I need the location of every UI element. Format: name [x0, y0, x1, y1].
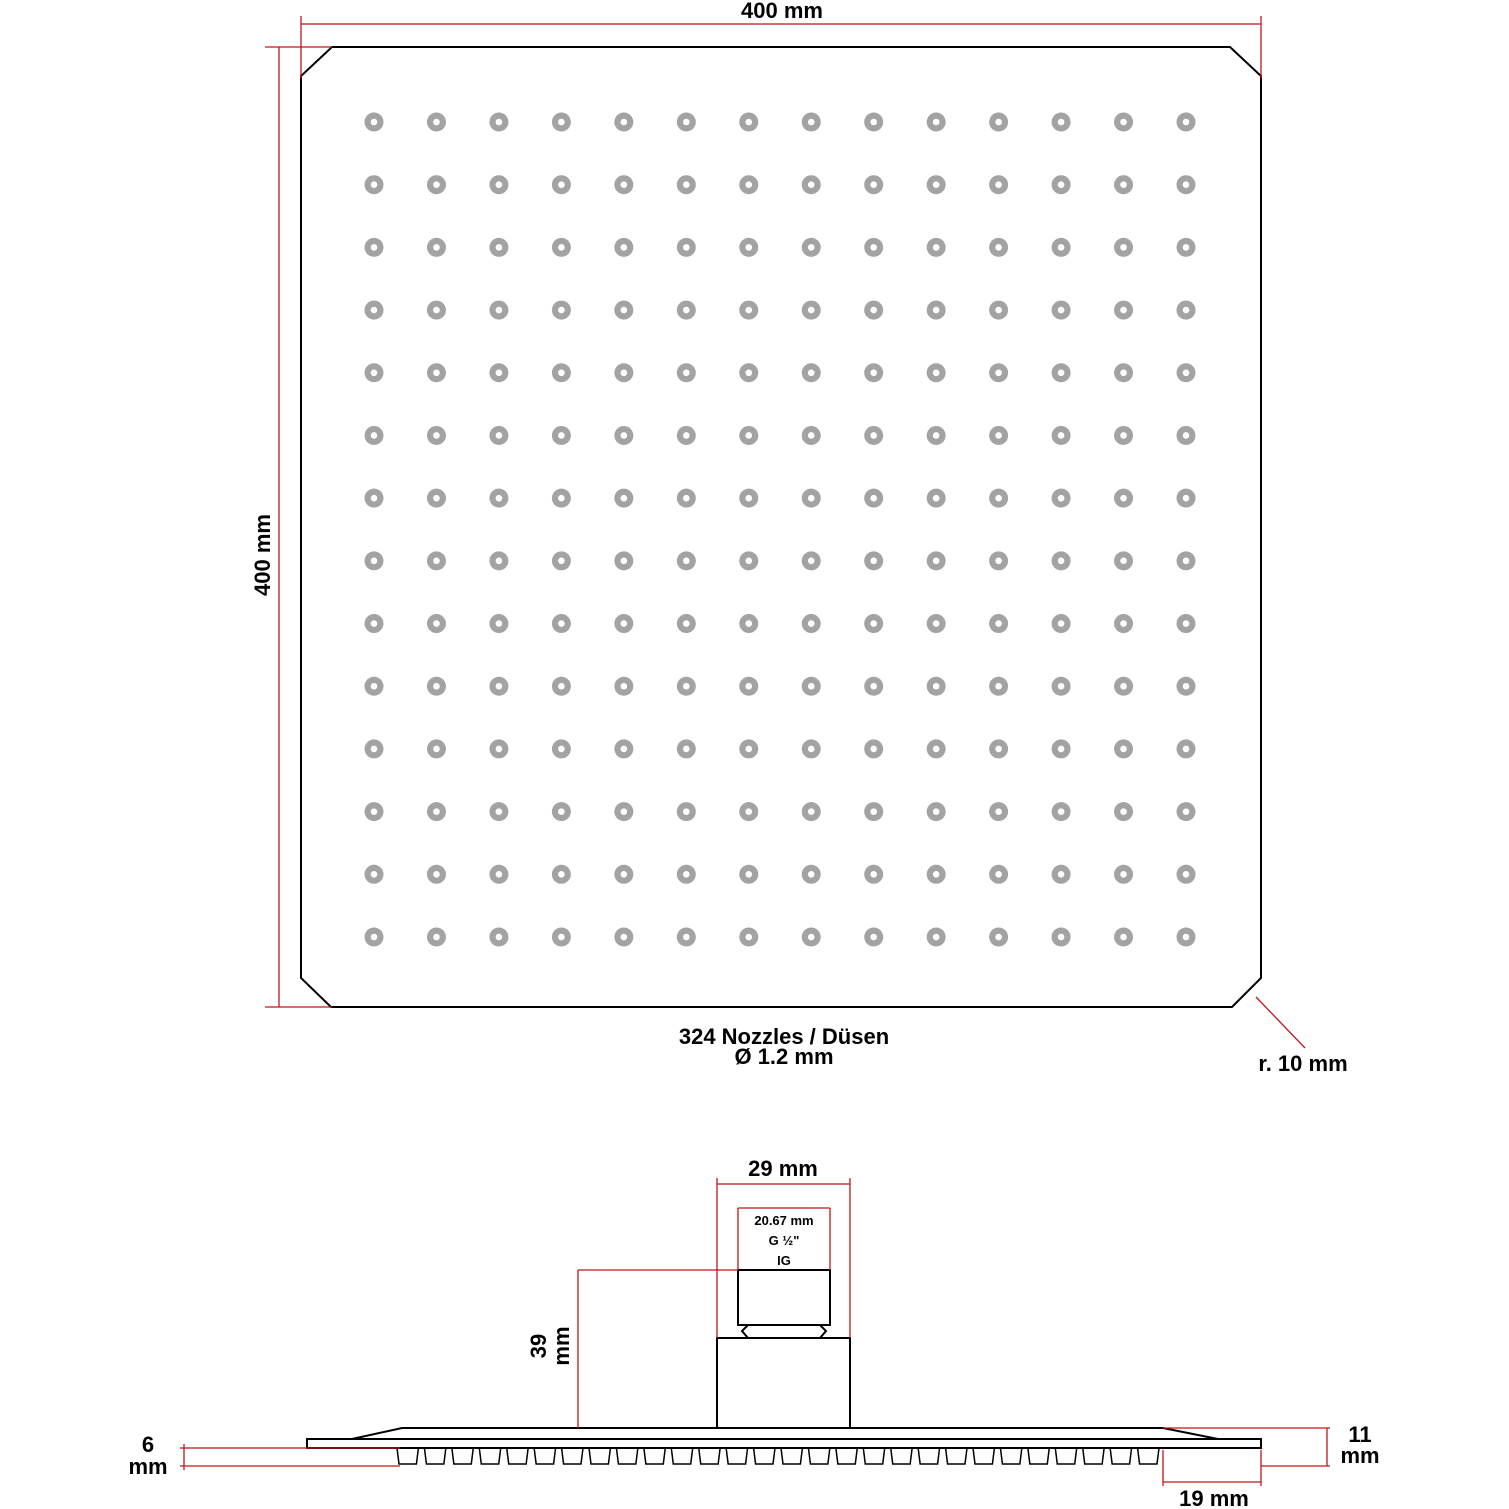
- nozzle-hole: [933, 495, 940, 502]
- nozzle-hole: [870, 808, 877, 815]
- nozzle-hole: [1058, 181, 1065, 188]
- arm-height-dimension: [526, 1270, 738, 1428]
- thread-connector: [738, 1270, 830, 1325]
- nozzle-hole: [745, 746, 752, 753]
- nozzle-hole: [621, 558, 628, 565]
- nozzle-hole: [808, 746, 815, 753]
- nozzle-hole: [808, 307, 815, 314]
- nozzle-hole: [808, 620, 815, 627]
- nozzle-hole: [995, 746, 1002, 753]
- nozzle-hole: [808, 432, 815, 439]
- nozzle-hole: [1120, 934, 1127, 941]
- side-nozzle-tooth: [1138, 1448, 1159, 1464]
- nozzle-hole: [1058, 244, 1065, 251]
- side-nozzle-tooth: [1000, 1448, 1021, 1464]
- nozzle-hole: [433, 934, 440, 941]
- nozzle-hole: [371, 432, 378, 439]
- nozzle-hole: [1183, 934, 1190, 941]
- side-nozzle-tooth: [589, 1448, 610, 1464]
- side-nozzle-tooth: [891, 1448, 912, 1464]
- nozzle-hole: [808, 244, 815, 251]
- nozzle-hole: [558, 871, 565, 878]
- nozzle-hole: [683, 871, 690, 878]
- nozzle-hole: [371, 620, 378, 627]
- total-thickness-unit: mm: [1340, 1443, 1380, 1468]
- nozzle-hole: [870, 495, 877, 502]
- nozzle-hole: [745, 181, 752, 188]
- side-nozzle-tooth: [836, 1448, 857, 1464]
- arm-block: [717, 1338, 850, 1428]
- side-nozzle-tooth: [754, 1448, 775, 1464]
- nozzle-hole: [745, 934, 752, 941]
- nozzle-hole: [371, 683, 378, 690]
- nozzle-hole: [683, 683, 690, 690]
- nozzle-hole: [683, 808, 690, 815]
- nozzle-hole: [433, 746, 440, 753]
- nozzle-hole: [558, 432, 565, 439]
- nozzle-hole: [808, 683, 815, 690]
- thread-size-label: 20.67 mm: [754, 1213, 814, 1228]
- nozzle-hole: [433, 683, 440, 690]
- nozzle-hole: [683, 934, 690, 941]
- nozzle-hole: [745, 808, 752, 815]
- width-dimension: [301, 0, 1261, 78]
- arm-height-value: 39: [526, 1333, 551, 1359]
- side-nozzle-tooth: [644, 1448, 665, 1464]
- nozzle-hole: [933, 871, 940, 878]
- nozzle-hole: [496, 181, 503, 188]
- nozzle-hole: [621, 307, 628, 314]
- plate-thickness-value: 6: [141, 1432, 155, 1457]
- nozzle-hole: [1183, 181, 1190, 188]
- total-thickness-value: 11: [1348, 1422, 1372, 1447]
- side-nozzle-tooth: [534, 1448, 555, 1464]
- nozzle-hole: [496, 495, 503, 502]
- nozzle-hole: [683, 119, 690, 126]
- nozzle-hole: [995, 934, 1002, 941]
- nozzle-hole: [1058, 558, 1065, 565]
- nozzle-hole: [433, 244, 440, 251]
- nozzle-hole: [433, 119, 440, 126]
- nozzle-hole: [621, 119, 628, 126]
- nozzle-hole: [995, 432, 1002, 439]
- nozzle-hole: [933, 181, 940, 188]
- nozzle-hole: [496, 746, 503, 753]
- side-nozzle-tooth: [973, 1448, 994, 1464]
- nozzle-hole: [745, 119, 752, 126]
- nozzle-hole: [1058, 432, 1065, 439]
- nozzle-hole: [745, 683, 752, 690]
- nozzle-hole: [1058, 746, 1065, 753]
- nozzle-hole: [1120, 620, 1127, 627]
- nozzle-hole: [1183, 746, 1190, 753]
- nozzle-hole: [995, 871, 1002, 878]
- nozzle-hole: [558, 620, 565, 627]
- nozzle-hole: [995, 307, 1002, 314]
- nozzle-hole: [1120, 181, 1127, 188]
- connector-width-label: 29 mm: [748, 1156, 818, 1181]
- thread-type-label: G ½": [768, 1233, 800, 1248]
- nozzle-hole: [433, 558, 440, 565]
- nozzle-hole: [1183, 620, 1190, 627]
- nozzle-hole: [1183, 119, 1190, 126]
- nozzle-hole: [558, 683, 565, 690]
- side-nozzle-tooth: [781, 1448, 802, 1464]
- nozzle-hole: [558, 244, 565, 251]
- thread-gender-label: IG: [777, 1253, 791, 1268]
- nozzle-hole: [745, 620, 752, 627]
- side-nozzle-tooth: [397, 1448, 418, 1464]
- nozzle-hole: [433, 871, 440, 878]
- nozzle-hole: [371, 119, 378, 126]
- nozzle-hole: [745, 871, 752, 878]
- nozzle-hole: [1120, 808, 1127, 815]
- nozzle-hole: [433, 369, 440, 376]
- nozzle-hole: [870, 934, 877, 941]
- nozzle-hole: [995, 683, 1002, 690]
- nozzle-hole: [621, 244, 628, 251]
- nozzle-hole: [558, 808, 565, 815]
- nozzle-hole: [1058, 683, 1065, 690]
- nozzle-hole: [808, 558, 815, 565]
- nozzle-hole: [683, 432, 690, 439]
- nozzle-hole: [870, 307, 877, 314]
- nozzle-hole: [1120, 369, 1127, 376]
- nozzle-hole: [433, 307, 440, 314]
- nozzle-hole: [808, 871, 815, 878]
- nozzle-hole: [933, 620, 940, 627]
- nozzle-hole: [558, 119, 565, 126]
- nozzle-hole: [870, 432, 877, 439]
- side-nozzle-tooth: [1083, 1448, 1104, 1464]
- thread-neck: [742, 1325, 826, 1338]
- nozzle-hole: [933, 558, 940, 565]
- nozzle-hole: [933, 307, 940, 314]
- nozzle-hole: [433, 620, 440, 627]
- nozzle-hole: [1058, 871, 1065, 878]
- nozzle-hole: [995, 620, 1002, 627]
- nozzle-hole: [1058, 495, 1065, 502]
- nozzle-hole: [496, 620, 503, 627]
- nozzle-hole: [1183, 432, 1190, 439]
- nozzle-hole: [870, 369, 877, 376]
- nozzle-hole: [933, 746, 940, 753]
- nozzle-hole: [808, 119, 815, 126]
- nozzle-hole: [870, 620, 877, 627]
- nozzle-hole: [995, 181, 1002, 188]
- nozzle-hole: [808, 181, 815, 188]
- nozzle-hole: [808, 934, 815, 941]
- nozzle-hole: [870, 119, 877, 126]
- side-nozzle-tooth: [863, 1448, 884, 1464]
- nozzle-hole: [745, 495, 752, 502]
- nozzle-hole: [433, 495, 440, 502]
- nozzle-hole: [558, 746, 565, 753]
- nozzle-hole: [808, 369, 815, 376]
- nozzle-hole: [371, 369, 378, 376]
- nozzle-hole: [496, 432, 503, 439]
- edge-offset-dimension: [1163, 1450, 1261, 1509]
- nozzle-hole: [745, 558, 752, 565]
- nozzle-hole: [371, 495, 378, 502]
- nozzle-hole: [995, 558, 1002, 565]
- side-nozzle-tooth: [699, 1448, 720, 1464]
- nozzle-hole: [870, 871, 877, 878]
- nozzle-hole: [1058, 934, 1065, 941]
- nozzle-hole: [683, 181, 690, 188]
- side-nozzle-tooth: [808, 1448, 829, 1464]
- nozzle-hole: [1183, 871, 1190, 878]
- nozzle-hole: [496, 871, 503, 878]
- nozzle-hole: [995, 369, 1002, 376]
- nozzle-hole: [1120, 871, 1127, 878]
- nozzle-hole: [933, 808, 940, 815]
- nozzle-hole: [621, 746, 628, 753]
- nozzle-hole: [496, 119, 503, 126]
- side-nozzle-tooth: [507, 1448, 528, 1464]
- side-nozzle-tooth: [946, 1448, 967, 1464]
- nozzle-hole: [558, 307, 565, 314]
- nozzle-hole: [558, 934, 565, 941]
- side-nozzle-tooth: [1110, 1448, 1131, 1464]
- plate-thickness-unit: mm: [128, 1454, 168, 1479]
- nozzle-hole: [558, 495, 565, 502]
- nozzle-hole: [621, 181, 628, 188]
- nozzle-hole: [745, 307, 752, 314]
- total-thickness-dimension: [1163, 1422, 1380, 1468]
- nozzle-hole: [433, 808, 440, 815]
- nozzle-hole: [745, 244, 752, 251]
- nozzle-hole: [621, 934, 628, 941]
- nozzle-hole: [1120, 495, 1127, 502]
- nozzle-hole: [621, 808, 628, 815]
- nozzle-hole: [371, 746, 378, 753]
- nozzle-hole: [558, 558, 565, 565]
- height-dimension: [250, 47, 332, 1007]
- nozzle-hole: [1183, 369, 1190, 376]
- nozzle-hole: [1183, 495, 1190, 502]
- nozzle-hole: [371, 307, 378, 314]
- nozzle-count-label: 324 Nozzles / Düsen: [678, 1024, 890, 1049]
- nozzle-hole: [496, 934, 503, 941]
- nozzle-hole: [1058, 620, 1065, 627]
- edge-offset-label: 19 mm: [1179, 1486, 1249, 1509]
- nozzle-hole: [808, 495, 815, 502]
- nozzle-hole: [496, 808, 503, 815]
- nozzle-hole: [995, 808, 1002, 815]
- nozzle-hole: [496, 558, 503, 565]
- nozzle-hole: [1183, 558, 1190, 565]
- nozzle-hole: [1120, 119, 1127, 126]
- nozzle-hole: [1183, 307, 1190, 314]
- nozzle-hole: [433, 432, 440, 439]
- nozzle-hole: [933, 934, 940, 941]
- nozzle-hole: [621, 871, 628, 878]
- nozzle-hole: [933, 119, 940, 126]
- nozzle-hole: [1120, 307, 1127, 314]
- nozzle-hole: [496, 244, 503, 251]
- side-plate-taper: [352, 1428, 1218, 1439]
- nozzle-hole: [433, 181, 440, 188]
- arm-height-unit: mm: [549, 1326, 574, 1366]
- nozzle-hole: [496, 307, 503, 314]
- nozzle-hole: [933, 432, 940, 439]
- nozzle-hole: [558, 181, 565, 188]
- side-nozzle-tooth: [452, 1448, 473, 1464]
- side-nozzle-tooth: [1028, 1448, 1049, 1464]
- nozzle-hole: [745, 369, 752, 376]
- nozzle-hole: [995, 495, 1002, 502]
- nozzle-hole: [745, 432, 752, 439]
- thread-spec-box: [738, 1208, 830, 1270]
- nozzle-hole: [1120, 244, 1127, 251]
- nozzle-hole: [870, 181, 877, 188]
- nozzle-hole: [683, 244, 690, 251]
- nozzle-hole: [1058, 369, 1065, 376]
- height-label: 400 mm: [250, 514, 275, 596]
- nozzle-hole: [371, 808, 378, 815]
- nozzle-hole: [1183, 808, 1190, 815]
- side-nozzle-tooth: [479, 1448, 500, 1464]
- nozzle-hole: [558, 369, 565, 376]
- nozzle-hole: [683, 369, 690, 376]
- side-plate: [307, 1439, 1261, 1448]
- nozzle-hole: [995, 119, 1002, 126]
- nozzle-hole: [933, 244, 940, 251]
- nozzle-hole: [1120, 432, 1127, 439]
- nozzle-hole: [371, 181, 378, 188]
- nozzle-hole: [683, 307, 690, 314]
- nozzle-hole: [1120, 683, 1127, 690]
- nozzle-hole: [621, 432, 628, 439]
- nozzle-hole: [1183, 683, 1190, 690]
- nozzle-hole: [995, 244, 1002, 251]
- nozzle-hole: [1120, 746, 1127, 753]
- nozzle-hole: [870, 558, 877, 565]
- nozzle-diameter-label: Ø 1.2 mm: [734, 1044, 834, 1069]
- nozzle-hole: [870, 746, 877, 753]
- side-nozzle-tooth: [562, 1448, 583, 1464]
- side-nozzle-tooth: [726, 1448, 747, 1464]
- width-label: 400 mm: [741, 0, 823, 23]
- nozzle-hole: [1120, 558, 1127, 565]
- nozzle-hole: [371, 244, 378, 251]
- nozzle-hole: [683, 495, 690, 502]
- side-nozzle-tooth: [1055, 1448, 1076, 1464]
- nozzle-hole: [496, 369, 503, 376]
- nozzle-hole: [621, 683, 628, 690]
- side-nozzle-tooth: [671, 1448, 692, 1464]
- nozzle-hole: [1183, 244, 1190, 251]
- nozzle-hole: [496, 683, 503, 690]
- nozzle-hole: [683, 746, 690, 753]
- nozzle-hole: [683, 620, 690, 627]
- nozzle-hole: [621, 495, 628, 502]
- nozzle-hole: [1058, 119, 1065, 126]
- radius-dimension: [1256, 997, 1348, 1076]
- nozzle-hole: [870, 244, 877, 251]
- nozzle-hole: [933, 369, 940, 376]
- side-nozzle-teeth: [397, 1448, 1159, 1464]
- nozzle-hole: [1058, 307, 1065, 314]
- side-nozzle-tooth: [918, 1448, 939, 1464]
- nozzle-hole: [621, 620, 628, 627]
- nozzle-hole: [808, 808, 815, 815]
- top-view: [250, 0, 1348, 1076]
- nozzle-hole: [870, 683, 877, 690]
- nozzle-hole: [683, 558, 690, 565]
- side-view: [128, 1156, 1379, 1509]
- nozzle-hole: [371, 934, 378, 941]
- nozzle-hole: [371, 871, 378, 878]
- radius-label: r. 10 mm: [1258, 1051, 1348, 1076]
- nozzle-hole: [933, 683, 940, 690]
- nozzle-grid: [365, 113, 1196, 947]
- side-nozzle-tooth: [424, 1448, 445, 1464]
- nozzle-hole: [371, 558, 378, 565]
- nozzle-hole: [621, 369, 628, 376]
- nozzle-hole: [1058, 808, 1065, 815]
- side-nozzle-tooth: [616, 1448, 637, 1464]
